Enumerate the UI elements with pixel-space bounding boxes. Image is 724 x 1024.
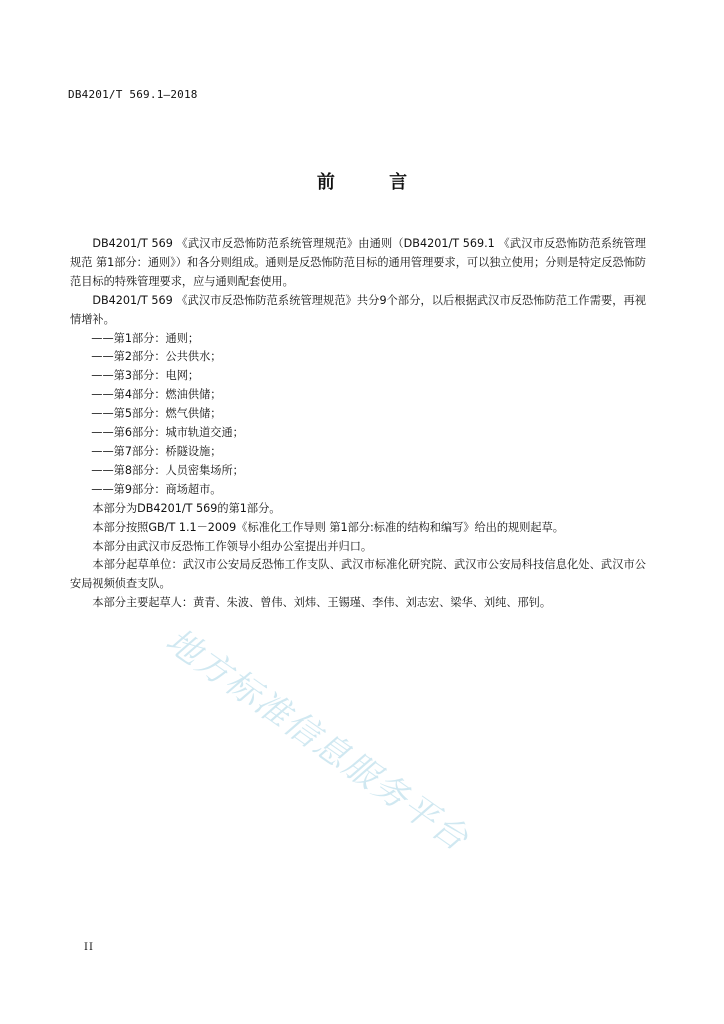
paragraph: DB4201/T 569 《武汉市反恐怖防范系统管理规范》由通则（DB4201/T 569.1 《武汉市反恐怖防范系统管理规范 第1部分：通则》）和各分则组成。通则是反恐怖防范目标的通用管理要求，可以独立使用；分则是特定反恐怖防范目标的特殊管理要求，应与通则配套使用。 [70,237,646,288]
list-item: ——第6部分：城市轨道交通； [91,426,244,440]
list-item: ——第5部分：燃气供储； [91,407,222,421]
watermark: 地方标准信息服务平台 [158,620,477,860]
paragraph: DB4201/T 569 《武汉市反恐怖防范系统管理规范》共分9个部分，以后根据武汉市反恐怖防范工作需要，再视情增补。 [70,293,646,326]
page-number: II [84,942,94,953]
list-item: ——第1部分：通则； [91,331,200,345]
list-item: ——第7部分：桥隧设施； [91,444,222,458]
list-item: ——第9部分：商场超市。 [91,482,222,496]
foreword-body [70,235,646,613]
list-item: ——第2部分：公共供水； [91,350,222,364]
page-title: 前 言 [316,172,432,193]
parts-list [70,330,646,500]
list-item: ——第8部分：人员密集场所； [91,463,244,477]
paragraph: 本部分由武汉市反恐怖工作领导小组办公室提出并归口。 [92,539,373,553]
document-code: DB4201/T 569.1—2018 [68,88,198,101]
paragraph: 本部分为DB4201/T 569的第1部分。 [92,501,281,515]
paragraph: 本部分主要起草人：黄青、朱波、曾伟、刘炜、王锡瑾、李伟、刘志宏、梁华、刘纯、邢钊。 [92,596,552,610]
paragraph: 本部分起草单位：武汉市公安局反恐怖工作支队、武汉市标准化研究院、武汉市公安局科技信息化处、武汉市公安局视频侦查支队。 [70,558,646,591]
list-item: ——第4部分：燃油供储； [91,388,222,402]
paragraph: 本部分按照GB/T 1.1－2009《标准化工作导则 第1部分:标准的结构和编写》给出的规则起草。 [92,520,564,534]
list-item: ——第3部分：电网； [91,369,200,383]
